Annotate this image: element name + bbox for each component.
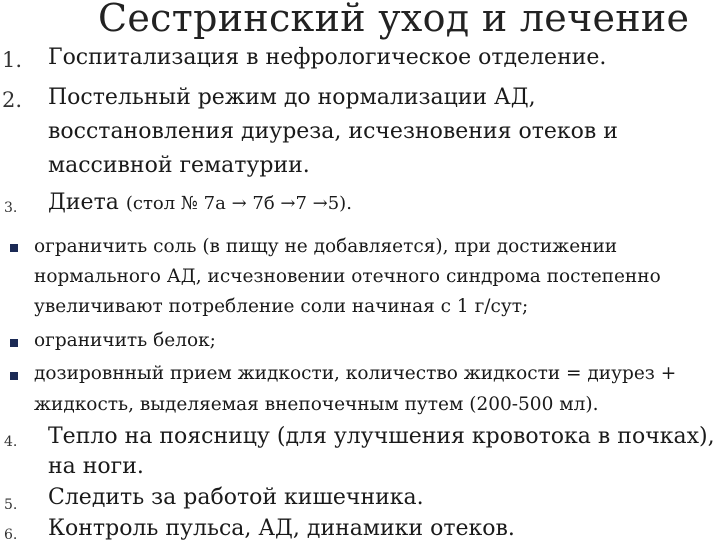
item-number-3: 3. [4, 200, 18, 216]
bullet-3-line-1: дозировнный прием жидкости, количество жидкости = диурез + [34, 363, 677, 384]
bullet-square-icon [10, 372, 18, 380]
slide-title: Сестринский уход и лечение [98, 0, 690, 40]
item-number-4: 4. [4, 434, 18, 450]
bullet-1-line-3: увеличивают потребление соли начиная с 1 г/сут; [34, 296, 529, 317]
item-number-5: 5. [4, 497, 18, 513]
item-6-line-1: Контроль пульса, АД, динамики отеков. [48, 516, 515, 541]
bullet-square-icon [10, 244, 18, 252]
item-2-line-2: восстановления диуреза, исчезновения отеков и [48, 119, 618, 144]
bullet-1-line-1: ограничить соль (в пищу не добавляется), при достижении [34, 236, 618, 257]
diet-label: Диета [48, 190, 119, 215]
item-number-6: 6. [4, 527, 18, 543]
item-4-line-1: Тепло на поясницу (для улучшения кровотока в почках), [48, 424, 715, 449]
item-5-line-1: Следить за работой кишечника. [48, 485, 424, 510]
bullet-square-icon [10, 339, 18, 347]
diet-table-sequence: (стол № 7а → 7б →7 →5). [125, 193, 352, 214]
item-3-line [48, 190, 352, 215]
item-2-line-1: Постельный режим до нормализации АД, [48, 85, 536, 110]
item-1-line-1: Госпитализация в нефрологическое отделение. [48, 45, 607, 70]
item-4-line-2: на ноги. [48, 454, 144, 479]
bullet-1-line-2: нормального АД, исчезновении отечного синдрома постепенно [34, 266, 661, 287]
bullet-3-line-2: жидкость, выделяемая внепочечным путем (200-500 мл). [34, 394, 599, 415]
item-number-1: 1. [2, 48, 23, 72]
item-2-line-3: массивной гематурии. [48, 153, 310, 178]
item-number-2: 2. [2, 88, 23, 112]
bullet-2-line-1: ограничить белок; [34, 330, 216, 351]
